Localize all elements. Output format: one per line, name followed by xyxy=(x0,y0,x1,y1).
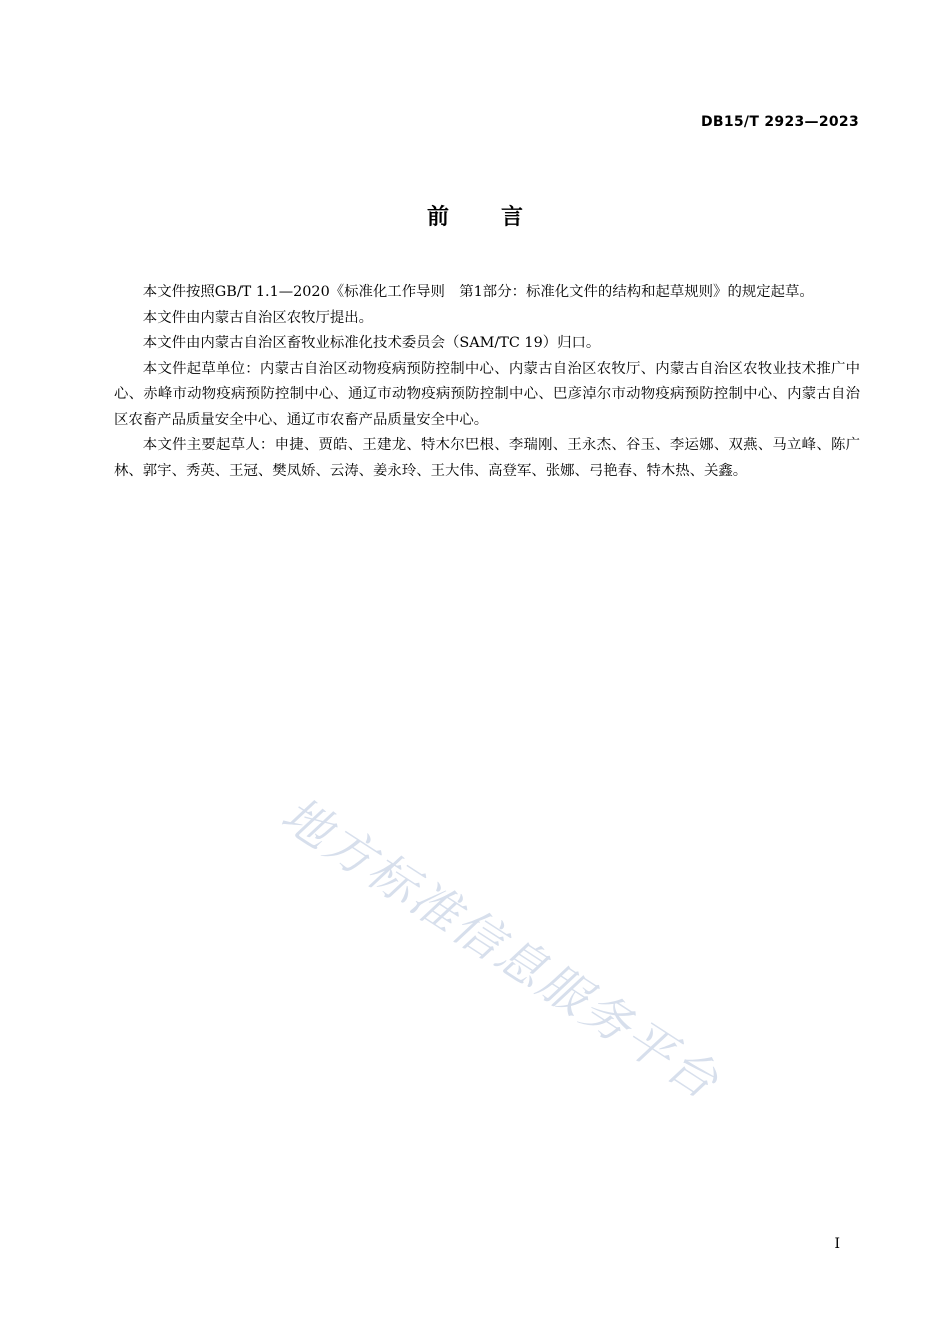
title-char-1: 前 xyxy=(426,205,449,230)
paragraph-proposer: 本文件由内蒙古自治区农牧厅提出。 xyxy=(142,309,374,326)
document-code: DB15/T 2923—2023 xyxy=(700,114,859,130)
paragraph-drafting-units: 本文件起草单位：内蒙古自治区动物疫病预防控制中心、内蒙古自治区农牧厅、内蒙古自治区农牧业技术推广中心、赤峰市动物疫病预防控制中心、通辽市动物疫病预防控制中心、巴彦淖尔市动物疫病预防控制中心、内蒙古自治区农畜产品质量安全中心、通辽市农畜产品质量安全中心。 xyxy=(114,360,860,428)
title-char-2: 言 xyxy=(501,205,524,230)
watermark: 地方标准信息服务平台 xyxy=(271,786,730,1112)
page-title xyxy=(0,200,950,231)
paragraph-drafters: 本文件主要起草人：申捷、贾皓、王建龙、特木尔巴根、李瑞刚、王永杰、谷玉、李运娜、双燕、马立峰、陈广林、郭宇、秀英、王冠、樊凤娇、云涛、姜永玲、王大伟、高登军、张娜、弓艳春、特木热、关鑫。 xyxy=(114,437,860,479)
foreword-body xyxy=(114,280,860,484)
page-number: I xyxy=(834,1236,840,1252)
paragraph-drafting-basis: 本文件按照GB/T 1.1—2020《标准化工作导则 第1部分：标准化文件的结构和起草规则》的规定起草。 xyxy=(142,284,814,300)
paragraph-committee: 本文件由内蒙古自治区畜牧业标准化技术委员会（SAM/TC 19）归口。 xyxy=(142,335,601,351)
